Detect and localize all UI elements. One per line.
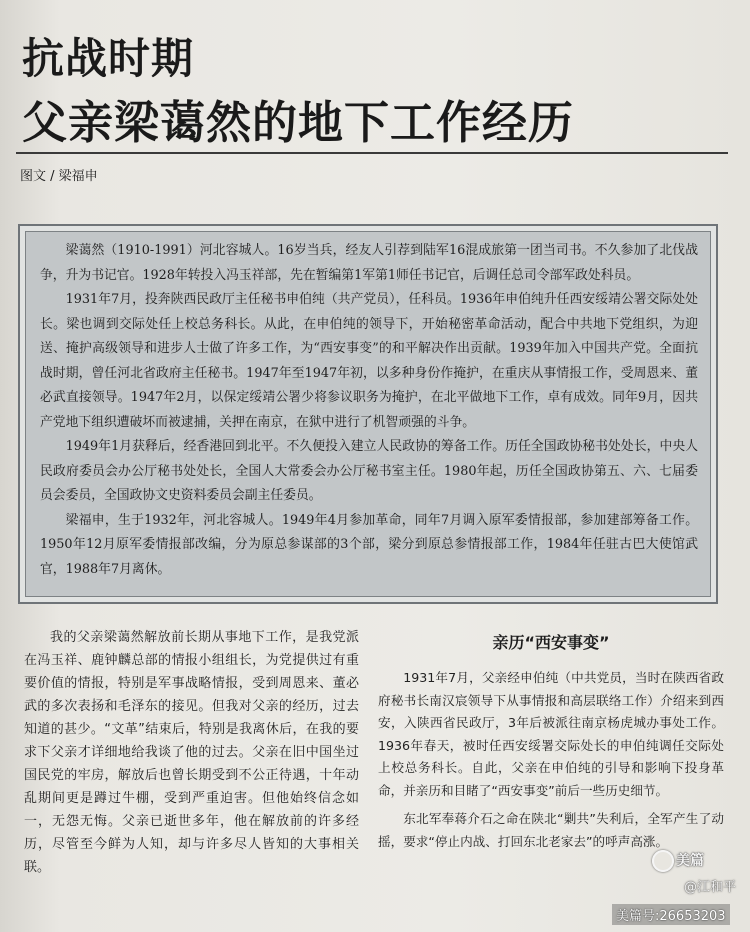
biography-box bbox=[18, 224, 718, 604]
watermark-account: 美篇号:26653203 bbox=[612, 904, 730, 925]
meipian-logo-icon bbox=[652, 850, 674, 872]
bio-paragraph: 1931年7月，投奔陕西民政厅主任秘书申伯纯（共产党员），任科员。1936年申伯纯升任西安绥靖公署交际处处长。梁也调到交际处任上校总务科长。从此，在申伯纯的领导下，开始秘密革命活动，配合中共地下党组织，为迎送、掩护高级领导和进步人士做了许多工作，为“西安事变”的和平解决作出贡献。1939年加入中国共产党。全面抗战时期，曾任河北省政府主任秘书。1947年至1947年初，以多种身份作掩护，在重庆从事情报工作，受周恩来、董必武直接领导。1947年2月，以保定绥靖公署少将参议职务为掩护，在北平做地下工作，卓有成效。同年9月，因共产党地下组织遭破坏而被逮捕，关押在南京，在狱中进行了机智顽强的斗争。 bbox=[40, 292, 698, 430]
title-divider bbox=[16, 152, 728, 154]
section-paragraph: 1931年7月，父亲经申伯纯（中共党员，当时在陕西省政府秘书长南汉宸领导下从事情报和高层联络工作）介绍来到西安，入陕西省民政厅，3年后被派往南京杨虎城办事处工作。1936年春天，被时任西安绥署交际处长的申伯纯调任交际处上校总务科长。自此，父亲在申伯纯的引导和影响下投身革命，并亲历和目睹了“西安事变”前后一些历史细节。 bbox=[378, 670, 724, 798]
right-column bbox=[378, 630, 724, 853]
watermark-author: @江和平 bbox=[684, 880, 737, 895]
left-column bbox=[24, 626, 359, 879]
biography-text bbox=[40, 239, 698, 582]
bio-paragraph: 梁福申，生于1932年，河北容城人。1949年4月参加革命，同年7月调入原军委情报部，参加建部筹备工作。1950年12月原军委情报部改编，分为原总参谋部的3个部，梁分到原总参情报部工作，1984年任驻古巴大使馆武官，1988年7月离休。 bbox=[40, 512, 698, 577]
section-heading: 亲历“西安事变” bbox=[492, 633, 610, 652]
article-title-line-1: 抗战时期 bbox=[22, 34, 195, 83]
bio-paragraph: 1949年1月获释后，经香港回到北平。不久便投入建立人民政协的筹备工作。历任全国政协秘书处处长，中央人民政府委员会办公厅秘书处处长，全国人大常委会办公厅秘书室主任。1980年起，历任全国政协第五、六、七届委员会委员，全国政协文史资料委员会副主任委员。 bbox=[40, 439, 698, 503]
article-title-line-2: 父亲梁蔼然的地下工作经历 bbox=[22, 96, 575, 149]
watermark-brand: 美篇 bbox=[676, 853, 704, 869]
section-paragraph: 东北军奉蒋介石之命在陕北“剿共”失利后，全军产生了动摇，要求“停止内战、打回东北老家去”的呼声高涨。 bbox=[378, 811, 724, 849]
byline: 图文 / 梁福申 bbox=[20, 169, 98, 184]
intro-paragraph: 我的父亲梁蔼然解放前长期从事地下工作，是我党派在冯玉祥、鹿钟麟总部的情报小组组长，为党提供过有重要价值的情报，特别是军事战略情报，受到周恩来、董必武的多次表扬和毛泽东的接见。但我对父亲的经历，过去知道的甚少。“文革”结束后，特别是我离休后，在我的要求下父亲才详细地给我谈了他的过去。父亲在旧中国坐过国民党的牢房，解放后也曾长期受到不公正待遇，十年动乱期间更是蹲过牛棚，受到严重迫害。但他始终信念如一，无怨无悔。父亲已逝世多年，他在解放前的许多经历，尽管至今鲜为人知，却与许多尽人皆知的大事相关联。 bbox=[24, 630, 359, 875]
bio-paragraph: 梁蔼然（1910-1991）河北容城人。16岁当兵，经友人引荐到陆军16混成旅第一团当司书。不久参加了北伐战争，升为书记官。1928年转投入冯玉祥部，先在暂编第1军第1师任书记官，后调任总司令部军政处科员。 bbox=[40, 243, 698, 283]
